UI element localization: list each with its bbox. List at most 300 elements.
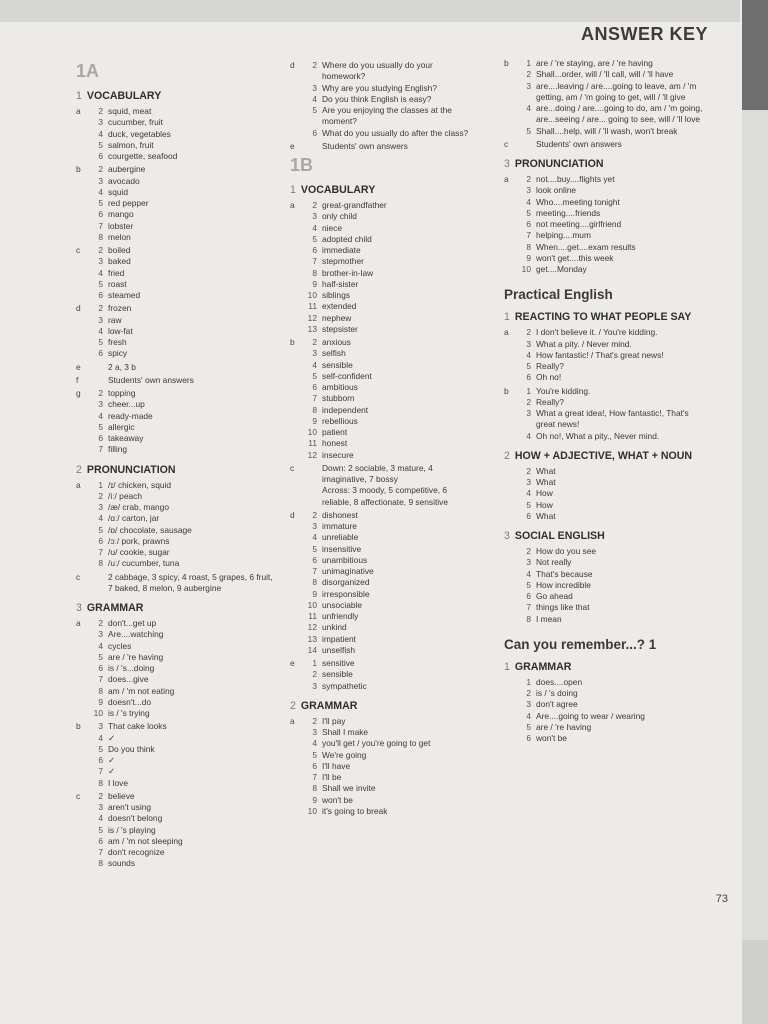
answer-item [301, 211, 478, 222]
item-number: 5 [98, 524, 103, 535]
item-number: 5 [98, 198, 103, 208]
item-number: 11 [308, 301, 317, 312]
answer-item [87, 422, 276, 433]
item-number: 9 [98, 696, 103, 707]
item-number: 7 [526, 230, 531, 241]
item-number: 4 [526, 196, 531, 207]
item-text: fresh [108, 337, 127, 347]
item-number: 8 [98, 685, 103, 696]
group-items [87, 303, 276, 359]
item-text: I love [108, 777, 129, 788]
item-number: 3 [312, 211, 317, 222]
item-text: unreliable [322, 532, 359, 543]
item-text: ✓ [108, 766, 116, 777]
item-number: 12 [307, 622, 317, 633]
item-number: 6 [98, 663, 103, 673]
item-text: ambitious [322, 382, 358, 392]
group-items [515, 58, 704, 137]
item-text: ready-made [108, 410, 153, 421]
group-letter: f [76, 374, 79, 385]
section-heading [76, 602, 276, 614]
answer-group [504, 58, 704, 137]
item-number: 6 [312, 760, 317, 771]
answer-item [87, 388, 276, 399]
item-number: 5 [526, 207, 531, 218]
item-text: look online [536, 185, 577, 196]
item-text: I'll pay [322, 715, 346, 726]
answer-item [87, 744, 276, 755]
answer-item [301, 658, 478, 669]
item-text: Why are you studying English? [322, 82, 437, 93]
section-heading [76, 90, 276, 102]
answer-group [76, 721, 276, 789]
answer-item [87, 663, 276, 674]
answer-item [301, 200, 478, 211]
answer-item [87, 558, 276, 569]
item-number: 6 [98, 835, 103, 846]
item-text: Where do you usually do your homework? [322, 60, 433, 82]
group-items [301, 463, 478, 508]
item-text: How incredible [536, 579, 591, 590]
item-text: duck, vegetables [108, 128, 171, 139]
answer-item [301, 301, 478, 312]
answer-item [87, 315, 276, 326]
item-number: 5 [526, 499, 531, 510]
item-text: honest [322, 438, 348, 449]
item-text: unimaginative [322, 566, 374, 576]
item-number: 5 [98, 139, 103, 150]
item-number: 3 [312, 348, 317, 359]
section-title: GRAMMAR [86, 602, 144, 614]
answer-item [515, 511, 704, 522]
group-letter: d [290, 60, 295, 70]
item-text: not....buy....flights yet [536, 174, 615, 184]
item-text: Shall we invite [322, 783, 376, 794]
answer-item [515, 197, 704, 208]
item-text: lobster [108, 220, 134, 231]
answer-item [515, 466, 704, 477]
item-number: 8 [312, 783, 317, 794]
item-text: are / 're having [108, 651, 164, 662]
section-heading [290, 700, 478, 712]
group-items [87, 480, 276, 570]
item-text: topping [108, 388, 136, 398]
answer-item [301, 450, 478, 461]
answer-group [290, 658, 478, 692]
answer-item [515, 253, 704, 264]
answer-item [515, 602, 704, 613]
group-items [301, 658, 478, 692]
item-text: Students' own answers [108, 374, 194, 385]
answer-item [515, 242, 704, 253]
item-number: 3 [526, 557, 531, 568]
item-text: low-fat [108, 325, 133, 336]
item-text: great-grandfather [322, 200, 387, 210]
answer-item [301, 360, 478, 371]
section-heading [76, 464, 276, 476]
item-number: 4 [98, 410, 103, 421]
answer-item [87, 187, 276, 198]
item-number [87, 362, 108, 373]
answer-group [76, 572, 276, 595]
item-text: What [536, 465, 556, 476]
item-number: 5 [526, 721, 531, 732]
group-letter: a [76, 479, 81, 490]
answer-item [87, 411, 276, 422]
item-number: 4 [312, 738, 317, 749]
answer-group [290, 337, 478, 461]
answer-item [87, 198, 276, 209]
item-number: 1 [526, 385, 531, 396]
answer-item [301, 438, 478, 449]
answer-item [87, 106, 276, 117]
item-number: 12 [307, 449, 317, 460]
item-text: won't be [322, 794, 353, 805]
answer-item [515, 174, 704, 185]
item-number: 3 [98, 502, 103, 512]
section-title: HOW + ADJECTIVE, WHAT + NOUN [514, 449, 693, 462]
answer-item [515, 327, 704, 338]
item-number: 4 [526, 349, 531, 360]
answer-item [87, 791, 276, 802]
answer-item [87, 733, 276, 744]
item-number: 7 [98, 847, 103, 857]
answer-item [87, 572, 276, 595]
item-text: you'll get / you're going to get [322, 738, 431, 749]
item-number [87, 375, 108, 386]
unit-heading: 1A [76, 61, 100, 81]
answer-item [87, 375, 276, 386]
item-text: irresponsible [322, 588, 370, 599]
answer-item [87, 708, 276, 719]
item-number: 2 [526, 396, 531, 407]
answer-item [87, 232, 276, 243]
answer-item [87, 491, 276, 502]
section-number: 1 [504, 660, 510, 673]
item-number: 7 [98, 220, 103, 231]
item-number: 2 [98, 106, 103, 116]
answer-group [76, 164, 276, 243]
item-text: roast [108, 278, 127, 289]
item-text: anxious [322, 337, 351, 347]
section-number: 2 [290, 699, 296, 712]
item-text: You're kidding. [536, 385, 591, 396]
answer-item [515, 58, 704, 69]
item-number: 5 [312, 370, 317, 381]
item-number: 6 [98, 209, 103, 220]
page-edge-bottom [742, 940, 768, 1024]
answer-item [515, 339, 704, 350]
answer-item [87, 164, 276, 175]
item-text: /iː/ peach [108, 490, 142, 501]
item-text: Really? [536, 396, 564, 407]
answer-item [301, 463, 478, 486]
answer-item [515, 185, 704, 196]
item-text: frozen [108, 303, 132, 314]
item-number: 4 [526, 103, 531, 113]
item-number: 8 [98, 231, 103, 242]
item-number: 3 [312, 521, 317, 531]
answer-item [87, 766, 276, 777]
item-number: 2 [526, 546, 531, 556]
answer-item [301, 371, 478, 382]
group-items [515, 677, 704, 745]
answer-item [301, 532, 478, 543]
item-number: 2 [98, 618, 103, 628]
item-number: 7 [312, 772, 317, 782]
answer-item [515, 103, 704, 126]
item-text: takeaway [108, 433, 144, 443]
page-edge-strip [742, 0, 768, 1024]
section-title: Practical English [504, 287, 613, 303]
item-number: 2 [312, 715, 317, 726]
answer-item [301, 245, 478, 256]
answer-item [301, 60, 478, 83]
item-number: 2 [98, 790, 103, 801]
section-heading [290, 184, 478, 196]
item-number: 4 [526, 430, 531, 441]
answer-item [87, 674, 276, 685]
answer-item [515, 614, 704, 625]
item-number: 6 [98, 290, 103, 300]
item-text: dishonest [322, 509, 358, 520]
item-number: 1 [312, 658, 317, 668]
answer-item [301, 94, 478, 105]
group-items [515, 139, 704, 150]
group-items [515, 466, 704, 522]
item-number: 5 [312, 543, 317, 554]
answer-item [87, 362, 276, 373]
answer-item [301, 761, 478, 772]
group-letter: a [76, 618, 81, 628]
item-text: We're going [322, 749, 367, 760]
item-text: /ɪ/ chicken, squid [108, 479, 172, 490]
item-number: 1 [526, 676, 531, 687]
item-text: doesn't belong [108, 813, 163, 824]
answer-item [87, 686, 276, 697]
answer-item [515, 477, 704, 488]
item-number: 4 [98, 186, 103, 197]
item-number: 6 [312, 127, 317, 138]
answer-item [301, 750, 478, 761]
item-number: 5 [98, 421, 103, 432]
item-text: is / 's trying [108, 708, 150, 718]
item-number: 3 [526, 338, 531, 349]
item-number: 6 [526, 372, 531, 383]
item-number: 4 [98, 732, 103, 743]
answer-item [301, 337, 478, 348]
answer-item [515, 488, 704, 499]
answer-item [515, 139, 704, 150]
answer-item [87, 721, 276, 732]
group-letter: b [76, 721, 81, 732]
answer-item [301, 256, 478, 267]
item-number: 6 [312, 382, 317, 392]
item-text: /æ/ crab, mango [108, 502, 169, 512]
section-heading [504, 661, 704, 673]
section-title: PRONUNCIATION [514, 158, 604, 170]
answer-item [515, 372, 704, 383]
group-items [301, 200, 478, 335]
item-number: 2 [98, 490, 103, 501]
item-text: sensible [322, 359, 353, 370]
answer-item [87, 858, 276, 869]
item-text: ✓ [108, 755, 116, 765]
column-3 [504, 58, 704, 746]
item-number: 8 [526, 613, 531, 624]
item-number: 6 [526, 591, 531, 601]
answer-item [301, 521, 478, 532]
item-number: 4 [526, 568, 531, 579]
item-number: 3 [312, 727, 317, 737]
item-text: aren't using [108, 802, 152, 812]
item-text: cycles [108, 640, 132, 651]
section-title: VOCABULARY [86, 90, 162, 102]
answer-item [515, 677, 704, 688]
answer-item [87, 151, 276, 162]
group-letter: c [76, 245, 81, 255]
item-number: 2 [312, 669, 317, 680]
answer-item [87, 290, 276, 301]
group-letter: c [504, 138, 509, 149]
answer-group [290, 200, 478, 335]
item-number [301, 463, 322, 486]
section-number: 1 [504, 311, 510, 324]
item-text: insecure [322, 449, 354, 460]
item-number: 10 [307, 290, 317, 300]
group-letter: a [290, 715, 295, 726]
answer-item [301, 416, 478, 427]
item-number: 6 [312, 554, 317, 565]
item-number: 3 [98, 175, 103, 186]
item-text: unkind [322, 622, 347, 633]
answer-item [301, 128, 478, 139]
answer-item [87, 117, 276, 128]
column-1 [76, 58, 276, 872]
section-number: 2 [76, 463, 82, 476]
section-title: GRAMMAR [514, 660, 572, 673]
answer-item [301, 727, 478, 738]
answer-item [515, 546, 704, 557]
answer-item [301, 382, 478, 393]
item-text: When....get....exam results [536, 241, 636, 252]
section-title: Can you remember...? 1 [504, 636, 657, 652]
item-text: /uː/ cucumber, tuna [108, 558, 180, 569]
answer-item [301, 681, 478, 692]
answer-item [301, 669, 478, 680]
item-number: 5 [98, 278, 103, 289]
item-text: unselfish [322, 644, 356, 655]
group-items [301, 510, 478, 656]
page-number: 73 [715, 893, 728, 905]
item-number: 3 [312, 82, 317, 93]
page-title: ANSWER KEY [580, 24, 708, 44]
item-text: cheer...up [108, 399, 145, 410]
answer-item [301, 795, 478, 806]
item-number: 7 [312, 256, 317, 267]
item-text: things like that [536, 602, 590, 613]
item-number: 5 [98, 743, 103, 754]
item-text: ✓ [108, 732, 116, 743]
item-number: 7 [312, 393, 317, 404]
answer-item [301, 544, 478, 555]
answer-item [515, 688, 704, 699]
item-number: 6 [98, 535, 103, 546]
section-title: PRONUNCIATION [86, 463, 176, 476]
answer-item [515, 208, 704, 219]
group-letter: b [290, 337, 295, 347]
page-edge-tab [742, 0, 768, 110]
item-text: That cake looks [108, 721, 167, 732]
item-text: sensible [322, 669, 353, 680]
answer-item [515, 722, 704, 733]
answer-item [301, 589, 478, 600]
answer-item [301, 313, 478, 324]
answer-item [87, 513, 276, 524]
item-number: 2 [312, 337, 317, 347]
item-text: How [536, 488, 553, 499]
item-number: 13 [307, 323, 317, 334]
answer-group [504, 386, 704, 442]
item-text: 2 a, 3 b [108, 361, 136, 372]
item-text: brother-in-law [322, 267, 374, 278]
item-number: 5 [526, 579, 531, 590]
answer-item [301, 279, 478, 290]
answer-item [515, 264, 704, 275]
item-number: 5 [98, 337, 103, 347]
item-text: steamed [108, 290, 141, 300]
item-number: 8 [312, 577, 317, 588]
answer-group [76, 106, 276, 162]
answer-item [87, 755, 276, 766]
item-number: 4 [98, 513, 103, 524]
answer-item [301, 83, 478, 94]
item-number [87, 572, 108, 595]
answer-group [504, 677, 704, 745]
item-number: 2 [312, 60, 317, 70]
item-text: not meeting....girlfriend [536, 219, 622, 229]
item-number: 2 [526, 688, 531, 698]
answer-item [87, 778, 276, 789]
item-text: is / 's...doing [108, 663, 155, 673]
item-text: 2 cabbage, 3 spicy, 4 roast, 5 grapes, 6 fruit, 7 baked, 8 melon, 9 aubergine [108, 571, 273, 593]
answer-item [87, 825, 276, 836]
item-text: allergic [108, 421, 135, 432]
answer-item [301, 645, 478, 656]
group-letter: e [290, 658, 295, 668]
answer-item [87, 444, 276, 455]
answer-item [515, 580, 704, 591]
group-letter: c [76, 790, 81, 801]
item-text: won't get....this week [536, 252, 614, 263]
item-number: 10 [521, 264, 531, 274]
item-text: What [536, 477, 556, 487]
item-text: niece [322, 222, 343, 233]
item-number: 2 [312, 200, 317, 210]
answer-item [301, 806, 478, 817]
item-text: does...give [108, 674, 149, 685]
item-number: 1 [98, 479, 103, 490]
item-text: only child [322, 211, 357, 222]
item-text: Are you enjoying the classes at the moment? [322, 105, 452, 127]
item-text: stepmother [322, 256, 364, 267]
item-number: 11 [308, 438, 317, 449]
item-number: 2 [526, 174, 531, 184]
item-text: extended [322, 301, 357, 312]
item-text: are...doing / are....going to do, am / 'm going, are...seeing / are... going to see, will / 'll love [536, 103, 703, 125]
item-text: What a great idea!, How fantastic!, That's great news! [536, 408, 689, 430]
item-number: 9 [312, 278, 317, 289]
